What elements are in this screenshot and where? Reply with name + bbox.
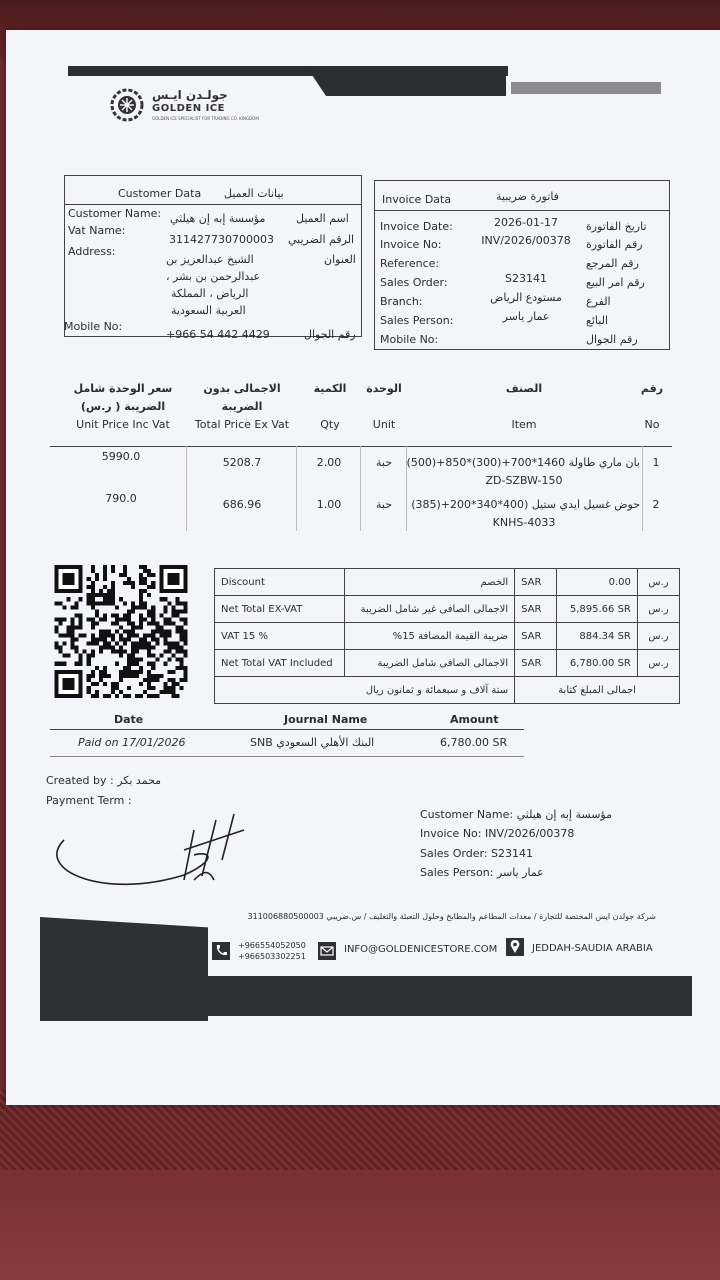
invoice-title-en: Invoice Data (382, 193, 452, 206)
totals-symbol: ر.س (637, 596, 679, 623)
mobile-value: +966 54 442 4429 (166, 328, 270, 341)
phone-number-1: +966554052050 (238, 941, 306, 950)
items-header-line (50, 446, 672, 447)
totals-value: 0.00 (557, 569, 638, 596)
header-bar-grey (511, 82, 661, 94)
payment-amount-header: Amount (450, 713, 499, 726)
items-col-header-ar2: الضريبة ( ر.س) (80, 400, 166, 413)
invoice-row-label: Mobile No: (380, 333, 439, 346)
totals-label-ar: الاجمالى الصافى غير شامل الضريبة (344, 596, 515, 623)
invoice-row-label-ar: البائع (586, 314, 608, 327)
vat-value: 311427730700003 (169, 233, 274, 246)
totals-value: 5,895.66 SR (557, 596, 638, 623)
items-col-header-ar: رقم (640, 382, 664, 395)
items-col-header-en: Item (511, 418, 537, 431)
totals-row (215, 650, 680, 677)
address-line-1: الشيخ عبدالعزيز بن (166, 253, 254, 266)
totals-symbol: ر.س (637, 623, 679, 650)
invoice-title-ar: فاتورة ضريبية (496, 190, 559, 203)
col-sep (186, 446, 187, 531)
payment-journal: البنك الأهلي السعودي SNB (250, 736, 375, 749)
payment-date: Paid on 17/01/2026 (78, 736, 186, 749)
col-sep (360, 446, 361, 531)
item-name: بان ماري طاولة 1460*700+(300)*850+(500) (406, 456, 640, 469)
items-col-header-ar: سعر الوحدة شامل (73, 382, 173, 395)
divider (374, 210, 670, 211)
customer-title-en: Customer Data (118, 187, 202, 200)
signature-image (44, 800, 254, 910)
totals-value: 884.34 SR (557, 623, 638, 650)
qr-code (52, 565, 190, 698)
payment-header-line (50, 729, 524, 730)
vat-label: Vat Name: (68, 224, 126, 237)
col-sep (406, 446, 407, 531)
item-qty: 1.00 (316, 498, 342, 511)
totals-currency: SAR (515, 623, 557, 650)
company-email: INFO@GOLDENICESTORE.COM (344, 944, 498, 955)
location-pin-icon (506, 938, 524, 956)
total-words: ستة آلاف و سبعمائة و ثمانون ريال (215, 677, 515, 704)
company-name-en: GOLDEN ICE (152, 103, 225, 114)
invoice-row-label: Invoice Date: (380, 220, 453, 233)
total-words-row (215, 677, 680, 704)
totals-table (214, 568, 680, 704)
footer-company-line: شركة جولدن ايس المختصة للتجارة / معدات المطاعم والمطابخ وحلول التعبئة والتغليف / س.ضريبي 311006880500003 (247, 912, 656, 921)
totals-currency: SAR (515, 650, 557, 677)
footer-dark-bar (40, 976, 692, 1016)
totals-label-ar: الخصم (344, 569, 515, 596)
totals-label-ar: ضريبة القيمة المضافة 15% (344, 623, 515, 650)
address-line-2: عبدالرحمن بن بشر ، (166, 270, 261, 283)
customer-name-value: مؤسسة إبه إن هيلثي (170, 212, 266, 225)
company-name-ar: جولـدن ايـس (152, 88, 228, 102)
item-unit-price: 790.0 (105, 492, 137, 505)
totals-label-en: VAT 15 % (215, 623, 345, 650)
payment-row-line (50, 756, 524, 757)
invoice-row-value: عمار ياسر (502, 310, 550, 323)
col-sep (296, 446, 297, 531)
background-fabric-lower (0, 1170, 720, 1280)
items-col-header-ar: الصنف (505, 382, 543, 395)
totals-symbol: ر.س (637, 569, 679, 596)
payment-amount: 6,780.00 SR (440, 736, 508, 749)
items-col-header-ar: الوحدة (366, 382, 402, 395)
phone-icon (212, 942, 230, 960)
payment-term: Payment Term : (46, 794, 132, 807)
payment-date-header: Date (114, 713, 144, 726)
summary-sales-person: Sales Person: عمار ياسر (420, 866, 544, 879)
address-label: Address: (68, 245, 116, 258)
summary-sales-order: Sales Order: S23141 (420, 847, 534, 860)
snowflake-logo-icon (110, 88, 144, 122)
customer-name-label-ar: اسم العميل (296, 212, 349, 225)
divider (64, 204, 362, 205)
items-col-header-ar2: الضريبة (221, 400, 263, 413)
company-location: JEDDAH-SAUDIA ARABIA (532, 943, 653, 954)
item-unit-price: 5990.0 (101, 450, 141, 463)
totals-currency: SAR (515, 596, 557, 623)
summary-customer: Customer Name: مؤسسة إبه إن هيلثي (420, 808, 612, 821)
item-name: حوض غسيل ايدي ستيل (400*340*200+(385) (411, 498, 640, 511)
invoice-row-label-ar: رقم الجوال (586, 333, 638, 346)
item-number: 2 (652, 498, 660, 511)
items-col-header-en: Qty (320, 418, 340, 431)
totals-row (215, 596, 680, 623)
totals-label-en: Discount (215, 569, 345, 596)
totals-row (215, 623, 680, 650)
item-code: ZD-SZBW-150 (485, 474, 563, 487)
mobile-label-ar: رقم الجوال (304, 328, 356, 341)
invoice-row-label-ar: تاريخ الفاتورة (586, 220, 647, 233)
invoice-row-value: INV/2026/00378 (481, 234, 571, 247)
item-total: 5208.7 (222, 456, 262, 469)
summary-invoice-no: Invoice No: INV/2026/00378 (420, 827, 575, 840)
header-bar-wedge (306, 66, 506, 96)
items-col-header-ar: الكمية (313, 382, 347, 395)
invoice-row-label: Invoice No: (380, 238, 442, 251)
customer-title-ar: بيانات العميل (224, 187, 284, 200)
items-col-header-en: No (644, 418, 660, 431)
totals-row (215, 569, 680, 596)
item-unit: حبة (375, 456, 393, 469)
payment-journal-header: Journal Name (284, 713, 368, 726)
item-number: 1 (652, 456, 660, 469)
item-qty: 2.00 (316, 456, 342, 469)
email-icon (318, 942, 336, 960)
phone-number-2: +966503302251 (238, 952, 306, 961)
invoice-row-label-ar: رقم امر البيع (586, 276, 645, 289)
customer-name-label: Customer Name: (68, 207, 162, 220)
created-by: Created by : محمد بكر (46, 774, 162, 787)
invoice-row-value: S23141 (505, 272, 547, 285)
mobile-label: Mobile No: (64, 320, 123, 333)
company-tagline: GOLDEN ICE SPECIALIST FOR TRADING CO. KINGDOM (152, 116, 259, 121)
invoice-row-value: مستودع الرياض (490, 291, 562, 304)
address-line-4: العربية السعودية (171, 304, 246, 317)
invoice-row-label: Branch: (380, 295, 423, 308)
invoice-row-value: 2026-01-17 (494, 216, 558, 229)
invoice-row-label-ar: رقم المرجع (586, 257, 639, 270)
totals-label-ar: الاجمالى الصافى شامل الضريبة (344, 650, 515, 677)
items-col-header-ar: الاجمالى بدون (203, 382, 281, 395)
items-col-header-en: Unit Price Inc Vat (76, 418, 170, 431)
totals-value: 6,780.00 SR (557, 650, 638, 677)
item-total: 686.96 (222, 498, 262, 511)
items-col-header-en: Total Price Ex Vat (194, 418, 290, 431)
vat-label-ar: الرقم الضريبي (288, 233, 355, 246)
total-words-label: اجمالى المبلغ كتابة (515, 677, 680, 704)
item-unit: حبة (375, 498, 393, 511)
totals-symbol: ر.س (637, 650, 679, 677)
invoice-row-label: Sales Order: (380, 276, 448, 289)
address-line-3: الرياض ، المملكة (171, 287, 249, 300)
totals-label-en: Net Total VAT Included (215, 650, 345, 677)
address-label-ar: العنوان (324, 253, 356, 266)
totals-label-en: Net Total EX-VAT (215, 596, 345, 623)
items-col-header-en: Unit (372, 418, 396, 431)
item-code: KNHS-4033 (492, 516, 556, 529)
invoice-row-label: Reference: (380, 257, 440, 270)
invoice-row-label-ar: رقم الفاتورة (586, 238, 643, 251)
totals-currency: SAR (515, 569, 557, 596)
invoice-row-label: Sales Person: (380, 314, 454, 327)
invoice-row-label-ar: الفرع (586, 295, 611, 308)
col-sep (642, 446, 643, 531)
invoice-paper (6, 30, 720, 1105)
